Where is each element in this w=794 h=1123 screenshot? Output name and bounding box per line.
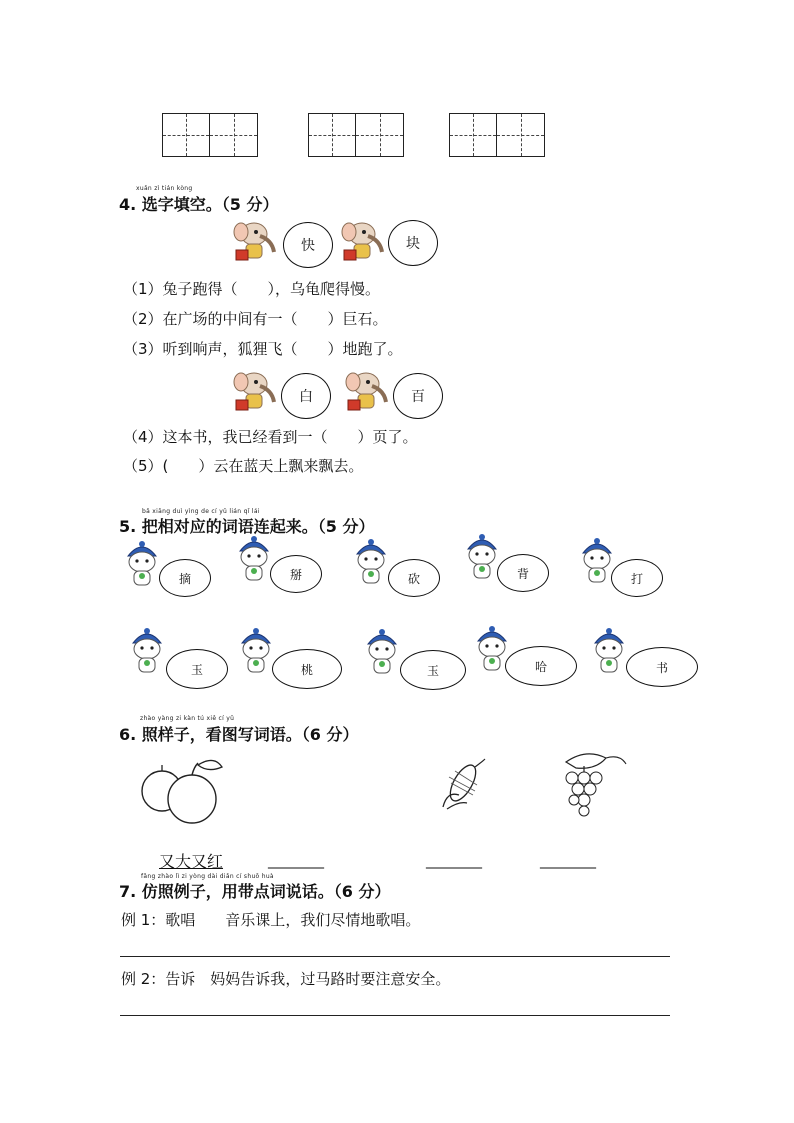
answer-line[interactable] [120, 1015, 670, 1016]
cat-icon [362, 628, 402, 678]
elephant-icon [232, 368, 284, 414]
char-circle[interactable]: 百 [393, 373, 443, 419]
cat-icon [589, 627, 629, 677]
q4-pinyin: xuǎn zì tián kòng [136, 185, 193, 192]
elephant-icon [232, 218, 284, 264]
q4-line-4: （4）这本书，我已经看到一（ ）页了。 [123, 428, 418, 446]
word-oval[interactable]: 摘 [159, 559, 211, 597]
writing-grid-3[interactable] [449, 113, 545, 157]
q5-title: 5. 把相对应的词语连起来。（5 分） [119, 517, 375, 536]
word-oval[interactable]: 打 [611, 559, 663, 597]
word-oval[interactable]: 砍 [388, 559, 440, 597]
writing-grid-2[interactable] [308, 113, 404, 157]
writing-grid-1[interactable] [162, 113, 258, 157]
grid-cell[interactable] [450, 114, 497, 156]
q7-example-2: 例 2：告诉 妈妈告诉我，过马路时要注意安全。 [121, 970, 451, 988]
q6-pinyin: zhào yàng zi kàn tú xiě cí yǔ [140, 715, 235, 722]
word-oval[interactable]: 哈 [505, 646, 577, 686]
word-oval[interactable]: 书 [626, 647, 698, 687]
answer-line[interactable] [120, 956, 670, 957]
grid-cell[interactable] [163, 114, 210, 156]
cat-icon [236, 627, 276, 677]
q4-line-2: （2）在广场的中间有一（ ）巨石。 [123, 310, 388, 328]
grid-cell[interactable] [497, 114, 544, 156]
char-circle[interactable]: 白 [281, 373, 331, 419]
q4-title: 4. 选字填空。（5 分） [119, 195, 279, 214]
q4-line-3: （3）听到响声，狐狸飞（ ）地跑了。 [123, 340, 403, 358]
answer-blank[interactable]: ________ [268, 853, 324, 869]
cat-icon [462, 533, 502, 583]
corn-icon [437, 757, 489, 813]
answer-blank[interactable]: ________ [540, 853, 596, 869]
word-oval[interactable]: 掰 [270, 555, 322, 593]
word-oval[interactable]: 背 [497, 554, 549, 592]
apples-icon [138, 757, 228, 825]
q7-pinyin: fǎng zhào lì zi yòng dài diǎn cí shuō huà [141, 873, 274, 880]
q5-pinyin: bǎ xiāng duì yìng de cí yǔ lián qǐ lái [142, 508, 260, 515]
char-circle[interactable]: 快 [283, 222, 333, 268]
q4-line-1: （1）兔子跑得（ ），乌龟爬得慢。 [123, 280, 381, 298]
grid-cell[interactable] [309, 114, 356, 156]
char-circle[interactable]: 块 [388, 220, 438, 266]
elephant-icon [344, 368, 396, 414]
cat-icon [122, 540, 162, 590]
elephant-icon [340, 218, 392, 264]
word-oval[interactable]: 玉 [400, 650, 466, 690]
grid-cell[interactable] [210, 114, 257, 156]
word-oval[interactable]: 玉 [166, 649, 228, 689]
q7-title: 7. 仿照例子，用带点词说话。（6 分） [119, 882, 391, 901]
cat-icon [351, 538, 391, 588]
q6-example: 又大又红 [159, 852, 224, 871]
grapes-icon [536, 748, 636, 822]
word-oval[interactable]: 桃 [272, 649, 342, 689]
q4-line-5: （5）( ）云在蓝天上飘来飘去。 [123, 457, 364, 475]
cat-icon [127, 627, 167, 677]
answer-blank[interactable]: ________ [426, 853, 482, 869]
q6-title: 6. 照样子，看图写词语。（6 分） [119, 725, 359, 744]
grid-cell[interactable] [356, 114, 403, 156]
q7-example-1: 例 1：歌唱 音乐课上，我们尽情地歌唱。 [121, 911, 421, 929]
cat-icon [234, 535, 274, 585]
